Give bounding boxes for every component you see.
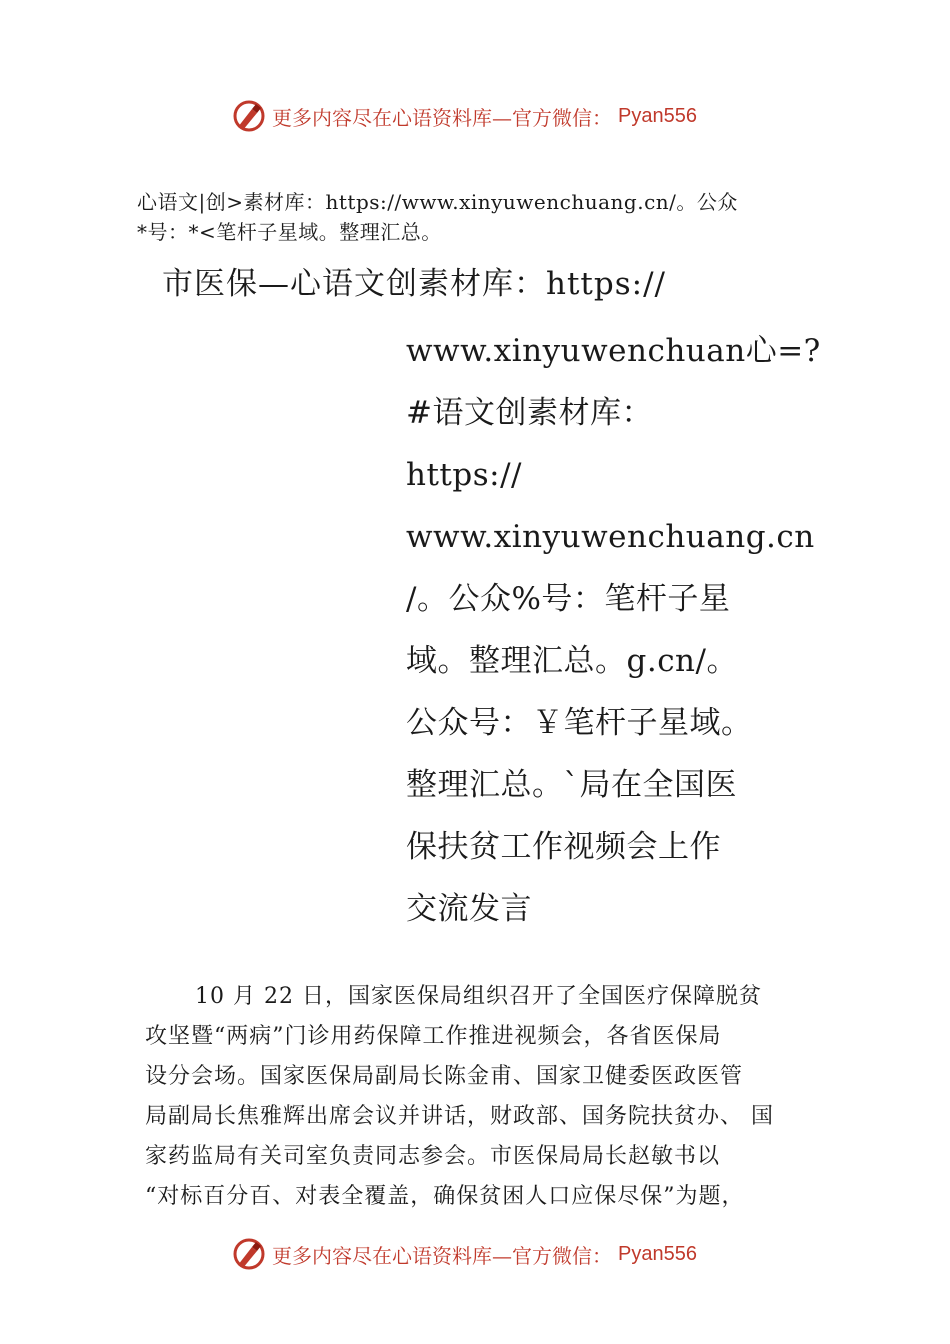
footer-banner	[232, 1234, 697, 1274]
title-line: 整理汇总。`局在全国医	[406, 767, 737, 803]
title-block	[406, 320, 821, 940]
banner-text: 更多内容尽在心语资料库—官方微信：	[272, 105, 612, 130]
title-line: /。公众%号：笔杆子星	[406, 581, 731, 617]
pen-logo-icon	[232, 99, 266, 133]
body-line: 局副局长焦雅辉出席会议并讲话，财政部、国务院扶贫办、 国	[145, 1104, 774, 1129]
title-line: 交流发言	[406, 891, 532, 927]
title-line: #语文创素材库：	[406, 395, 653, 431]
banner-wechat-id: Pyan556	[618, 1242, 697, 1265]
title-line: https://	[406, 457, 522, 493]
body-paragraph	[145, 977, 825, 1217]
title-first-line: 市医保—心语文创素材库：https://	[162, 266, 666, 302]
banner-wechat-id: Pyan556	[618, 104, 697, 127]
body-line: 10 月 22 日，国家医保局组织召开了全国医疗保障脱贫	[195, 984, 762, 1009]
body-line: “对标百分百、对表全覆盖，确保贫困人口应保尽保”为题，	[145, 1184, 745, 1209]
title-line: 保扶贫工作视频会上作	[406, 829, 721, 865]
source-line-2: *号：*<笔杆子星域。整理汇总。	[137, 220, 442, 244]
body-line: 家药监局有关司室负责同志参会。市医保局局长赵敏书以	[145, 1144, 721, 1169]
banner-text: 更多内容尽在心语资料库—官方微信：	[272, 1243, 612, 1268]
title-line: 域。整理汇总。g.cn/。	[406, 643, 738, 679]
body-line: 设分会场。国家医保局副局长陈金甫、国家卫健委医政医管	[145, 1064, 744, 1089]
title-line: 公众号：￥笔杆子星域。	[406, 705, 753, 741]
pen-logo-icon	[232, 1237, 266, 1271]
header-banner	[232, 96, 697, 136]
body-line: 攻坚暨“两病”门诊用药保障工作推进视频会，各省医保局	[145, 1024, 722, 1049]
source-line-1: 心语文|创>素材库：https://www.xinyuwenchuang.cn/。公众	[137, 190, 738, 214]
title-line: www.xinyuwenchuang.cn	[406, 519, 815, 555]
title-line: www.xinyuwenchuan心=?	[406, 333, 821, 369]
